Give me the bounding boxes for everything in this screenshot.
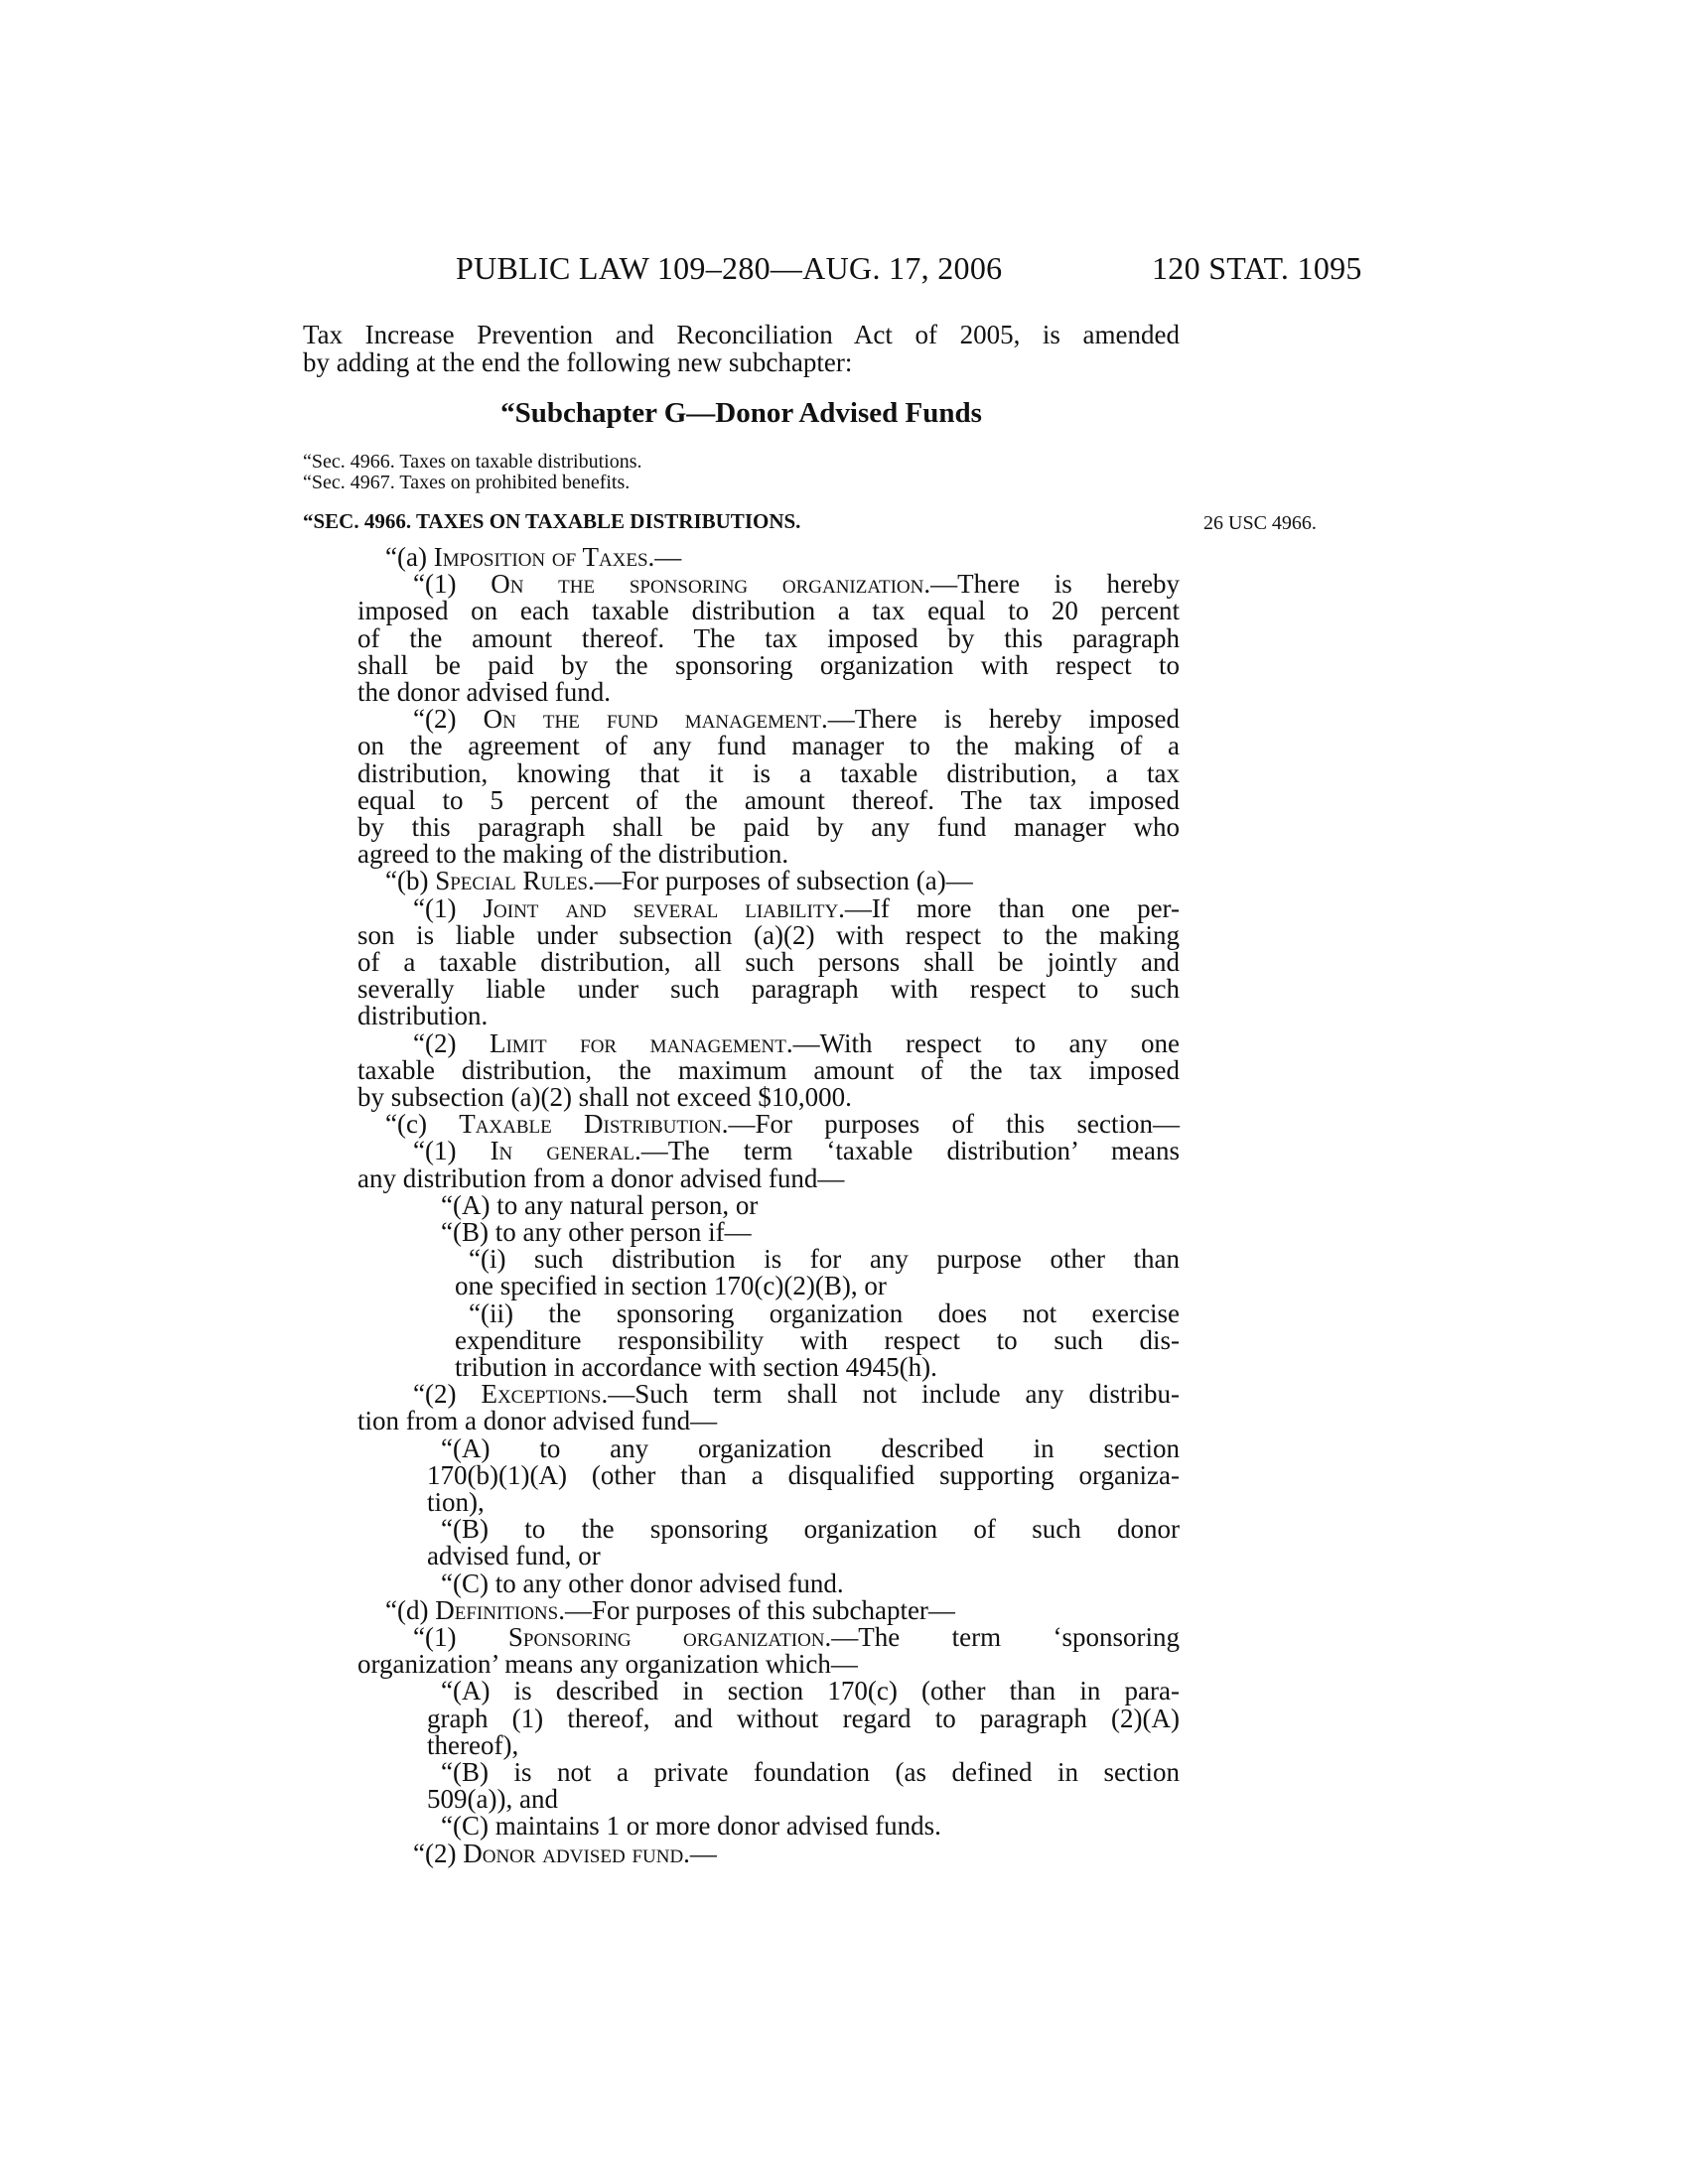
- body-line: distribution.: [357, 1001, 489, 1031]
- body-line: “(1) On the sponsoring organization.—There is hereby: [413, 569, 1180, 600]
- body-line: imposed on each taxable distribution a tax equal to 20 percent: [357, 596, 1180, 626]
- body-line: by subsection (a)(2) shall not exceed $10,000.: [357, 1082, 852, 1112]
- body-line: “(C) maintains 1 or more donor advised funds.: [441, 1811, 941, 1842]
- body-line: “(B) is not a private foundation (as defined in section: [441, 1757, 1180, 1787]
- body-line: expenditure responsibility with respect to such dis-: [455, 1324, 1180, 1355]
- body-line: “(A) to any organization described in section: [441, 1433, 1180, 1463]
- toc-item: “Sec. 4967. Taxes on prohibited benefits.: [303, 472, 631, 493]
- body-line: 170(b)(1)(A) (other than a disqualified supporting organiza-: [427, 1459, 1180, 1490]
- body-line: “(2) On the fund management.—There is hereby imposed: [413, 704, 1180, 735]
- body-line: tion from a donor advised fund—: [357, 1406, 718, 1436]
- toc-item: “Sec. 4966. Taxes on taxable distributions.: [303, 451, 642, 473]
- section-heading: “SEC. 4966. TAXES ON TAXABLE DISTRIBUTIONS.: [303, 509, 801, 533]
- body-line: distribution, knowing that it is a taxable distribution, a tax: [357, 757, 1180, 788]
- body-line: tribution in accordance with section 4945(h).: [455, 1352, 937, 1382]
- body-line: “(ii) the sponsoring organization does not exercise: [469, 1297, 1180, 1328]
- body-line: “(b) Special Rules.—For purposes of subsection (a)—: [385, 866, 973, 896]
- body-line: “(A) to any natural person, or: [441, 1189, 759, 1220]
- body-line: “(2) Limit for management.—With respect to any one: [413, 1027, 1180, 1058]
- body-line: organization’ means any organization which—: [357, 1649, 858, 1680]
- body-line: the donor advised fund.: [357, 677, 611, 707]
- body-line: graph (1) thereof, and without regard to paragraph (2)(A): [427, 1703, 1180, 1733]
- body-line: agreed to the making of the distribution.: [357, 839, 789, 870]
- body-line: “(1) Joint and several liability.—If more than one per-: [413, 892, 1181, 923]
- body-line: “(A) is described in section 170(c) (other than in para-: [441, 1676, 1180, 1706]
- body-line: severally liable under such paragraph with respect to such: [357, 974, 1180, 1005]
- body-line: “(i) such distribution is for any purpose other than: [469, 1244, 1180, 1275]
- body-line: “(1) In general.—The term ‘taxable distribution’ means: [413, 1136, 1181, 1166]
- body-line: one specified in section 170(c)(2)(B), or: [455, 1271, 887, 1301]
- body-line: thereof),: [427, 1729, 519, 1760]
- body-line: 509(a)), and: [427, 1784, 558, 1815]
- body-line: “(B) to any other person if—: [441, 1217, 752, 1247]
- intro-paragraph: [303, 321, 1180, 376]
- body-line: “(d) Definitions.—For purposes of this subchapter—: [385, 1594, 955, 1625]
- body-line: on the agreement of any fund manager to the making of a: [357, 731, 1180, 761]
- body-line: advised fund, or: [427, 1541, 601, 1571]
- subchapter-title: “Subchapter G—Donor Advised Funds: [500, 397, 982, 429]
- body-line: of the amount thereof. The tax imposed by this paragraph: [357, 622, 1180, 653]
- body-line: “(B) to the sponsoring organization of such donor: [441, 1514, 1180, 1545]
- body-line: any distribution from a donor advised fund—: [357, 1162, 845, 1193]
- margin-citation: 26 USC 4966.: [1203, 512, 1317, 534]
- body-line: by this paragraph shall be paid by any fund manager who: [357, 812, 1180, 842]
- intro-line: Tax Increase Prevention and Reconciliation Act of 2005, is amended: [303, 320, 1180, 349]
- body-line: “(2) Exceptions.—Such term shall not include any distribu-: [413, 1379, 1180, 1410]
- page-number: 120 STAT. 1095: [1152, 250, 1362, 286]
- body-line: shall be paid by the sponsoring organization with respect to: [357, 649, 1180, 680]
- body-line: tion),: [427, 1487, 485, 1517]
- body-line: equal to 5 percent of the amount thereof. The tax imposed: [357, 784, 1180, 815]
- running-header-left: PUBLIC LAW 109–280—AUG. 17, 2006: [456, 250, 1003, 286]
- body-line: of a taxable distribution, all such persons shall be jointly and: [357, 947, 1180, 977]
- intro-line: by adding at the end the following new subchapter:: [303, 347, 853, 377]
- body-line: “(c) Taxable Distribution.—For purposes of this section—: [385, 1109, 1180, 1140]
- body-line: son is liable under subsection (a)(2) with respect to the making: [357, 919, 1180, 950]
- body-line: “(1) Sponsoring organization.—The term ‘sponsoring: [413, 1622, 1181, 1652]
- body-line: “(C) to any other donor advised fund.: [441, 1568, 844, 1598]
- table-of-sections: [303, 452, 642, 493]
- body-line: “(2) Donor advised fund.—: [413, 1838, 717, 1868]
- body-line: taxable distribution, the maximum amount of the tax imposed: [357, 1054, 1180, 1085]
- body-line: “(a) Imposition of Taxes.—: [385, 542, 682, 572]
